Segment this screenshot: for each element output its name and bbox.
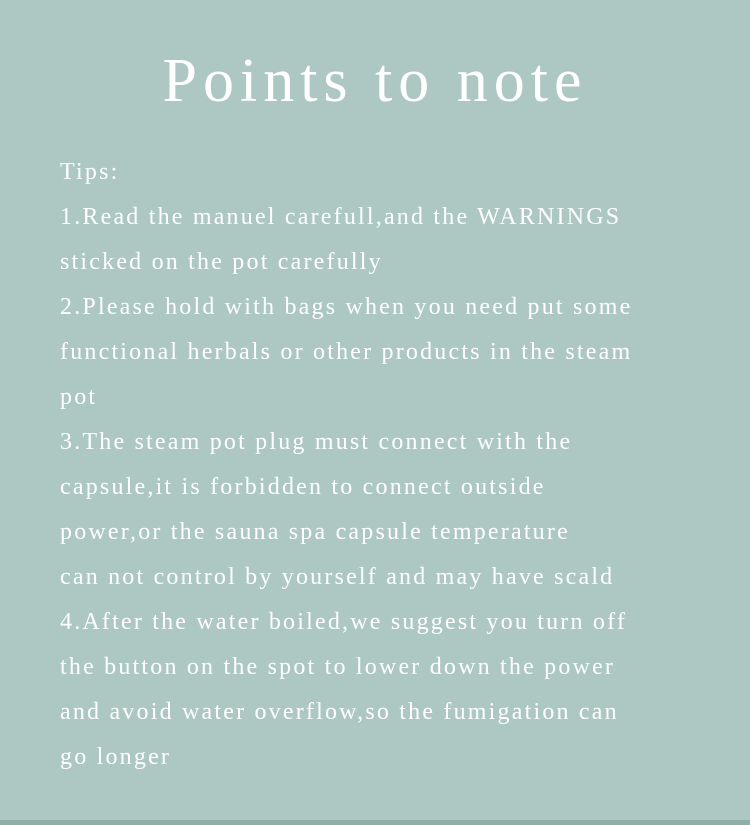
tip-4-line-2: the button on the spot to lower down the power bbox=[60, 654, 616, 680]
tip-4-line-1: 4.After the water boiled,we suggest you turn off bbox=[60, 609, 628, 635]
tip-2-line-3: pot bbox=[60, 384, 98, 410]
tip-3-line-1: 3.The steam pot plug must connect with the bbox=[60, 429, 573, 455]
tip-2-line-1: 2.Please hold with bags when you need put some bbox=[60, 294, 633, 320]
tip-4-line-3: and avoid water overflow,so the fumigation can bbox=[60, 699, 619, 725]
tip-3-line-2: capsule,it is forbidden to connect outside bbox=[60, 474, 546, 500]
tip-1-line-1: 1.Read the manuel carefull,and the WARNINGS bbox=[60, 204, 622, 230]
tip-4-line-4: go longer bbox=[60, 744, 172, 770]
tip-3-line-3: power,or the sauna spa capsule temperature bbox=[60, 519, 570, 545]
tip-3-line-4: can not control by yourself and may have scald bbox=[60, 564, 615, 590]
tips-content bbox=[60, 150, 740, 780]
page-title: Points to note bbox=[162, 47, 588, 115]
tip-1-line-2: sticked on the pot carefully bbox=[60, 249, 383, 275]
tips-heading: Tips: bbox=[60, 159, 120, 185]
tip-2-line-2: functional herbals or other products in the steam bbox=[60, 339, 633, 365]
